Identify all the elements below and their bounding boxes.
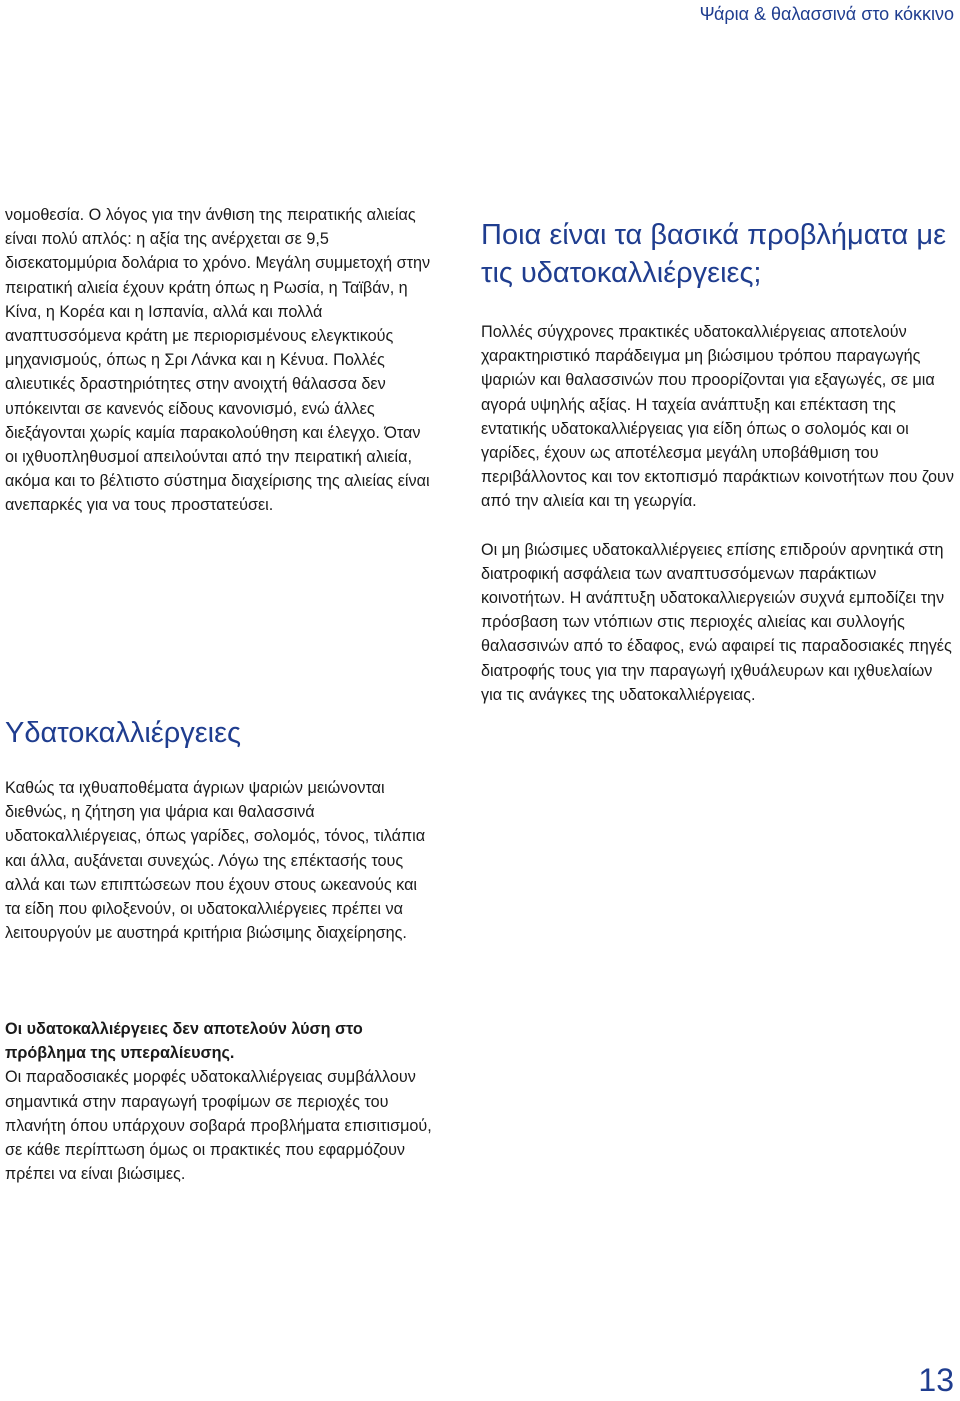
intro-paragraph: νομοθεσία. Ο λόγος για την άνθιση της πειρατικής αλιείας είναι πολύ απλός: η αξία της ανέρχεται σε 9,5 δισεκατομμύρια δολάρια το χρόνο. Μεγάλη συμμετοχή στην πειρατική αλιεία έχουν κράτη όπως η Ρωσία, η Ταϊβάν, η Κίνα, η Κορέα και η Ισπανία, αλλά και πολλά αναπτυσσόμενα κράτη με περιορισμένους ελεγκτικούς μηχανισμούς, όπως η Σρι Λάνκα και η Κένυα. Πολλές αλιευτικές δραστηριότητες στην ανοιχτή θάλασσα δεν υπόκεινται σε κανενός είδους κανονισμό, ενώ άλλες διεξάγονται χωρίς καμία παρακολούθηση και έλεγχο. Όταν οι ιχθυοπληθυσμοί απειλούνται από την πειρατική αλιεία, ακόμα και το βέλτιστο σύστημα διαχείρισης της αλιείας είναι ανεπαρκές για να τους προστατεύσει. [5,206,431,515]
bold-follow-text: Οι παραδοσιακές μορφές υδατοκαλλιέργειας συμβάλλουν σημαντικά στην παραγωγή τροφίμων σε περιοχές του πλανήτη όπου υπάρχουν σοβαρά προβλήματα επισιτισμού, σε κάθε περίπτωση όμως οι πρακτικές που εφαρμόζουν πρέπει να είναι βιώσιμες. [5,1068,432,1184]
running-header: Ψάρια & θαλασσινά στο κόκκινο [699,4,954,24]
overfishing-paragraph [5,1017,435,1186]
aquaculture-paragraph: Καθώς τα ιχθυαποθέματα άγριων ψαριών μειώνονται διεθνώς, η ζήτηση για ψάρια και θαλασσινά υδατοκαλλιέργειας, όπως γαρίδες, σολομός, τόνος, τιλάπια και άλλα, αυξάνεται συνεχώς. Λόγω της επέκτασής τους αλλά και των επιπτώσεων που έχουν στους ωκεανούς και τα είδη που φιλοξενούν, οι υδατοκαλλιέργειες πρέπει να λειτουργούν με αυστηρά κριτήρια βιώσιμης διαχείρησης. [5,779,426,943]
aquaculture-heading: Υδατοκαλλιέργειες [5,717,241,749]
bold-lead-text: Οι υδατοκαλλιέργειες δεν αποτελούν λύση στο πρόβλημα της υπεραλίευσης. [5,1020,363,1063]
problems-heading: Ποια είναι τα βασικά προβλήματα με τις υδατοκαλλιέργειες; [481,219,947,289]
paragraph-gap [481,514,955,538]
page-number: 13 [918,1362,954,1398]
problems-paragraph-2: Οι μη βιώσιμες υδατοκαλλιέργειες επίσης επιδρούν αρνητικά στη διατροφική ασφάλεια των αναπτυσσόμενων παράκτιων κοινοτήτων. Η ανάπτυξη υδατοκαλλιεργειών συχνά εμποδίζει την πρόσβαση των ντόπιων στις περιοχές αλιείας και συλλογής θαλασσινών από το έδαφος, ενώ αφαιρεί τις παραδοσιακές πηγές διατροφής τους για την παραγωγή ιχθυάλευρων και ιχθυελαίων για τις ανάγκες της υδατοκαλλιέργειας. [481,540,952,704]
right-column [481,216,955,707]
problems-paragraph-1: Πολλές σύγχρονες πρακτικές υδατοκαλλιέργειας αποτελούν χαρακτηριστικό παράδειγμα μη βιώσιμου τρόπου παραγωγής ψαριών και θαλασσινών που προορίζονται για εξαγωγές, σε μια αγορά υψηλής αξίας. Η ταχεία ανάπτυξη και επέκταση της εντατικής υδατοκαλλιέργειας για είδη όπως ο σολομός και οι γαρίδες, έχουν ως αποτέλεσμα μεγάλη υποβάθμιση του περιβάλλοντος και τον εκτοπισμό παράκτιων κοινοτήτων που ζουν από την αλιεία και τη γεωργία. [481,323,954,511]
left-column [5,203,435,518]
